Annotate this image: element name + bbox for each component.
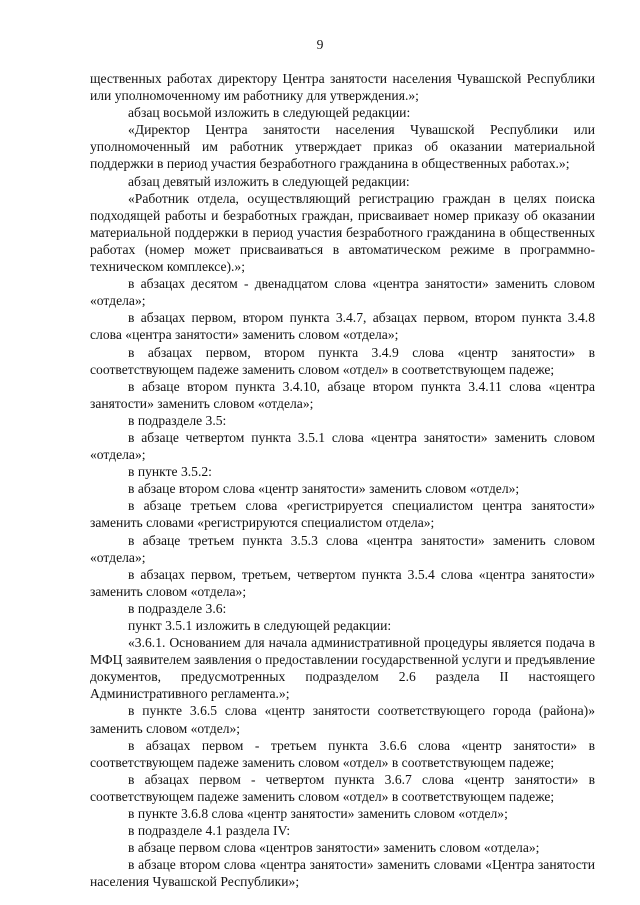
paragraph: в подразделе 3.6: bbox=[128, 600, 227, 616]
paragraph: абзац восьмой изложить в следующей редакции: bbox=[128, 105, 411, 121]
paragraph: в абзаце третьем слова «регистрируется специалистом центра занятости» заменить словами «регистрируются специалистом отдела»; bbox=[90, 498, 595, 531]
paragraph: в абзацах первом, третьем, четвертом пункта 3.5.4 слова «центра занятости» заменить словом «отдела»; bbox=[90, 566, 595, 599]
paragraph: в абзаце первом слова «центров занятости» заменить словом «отдела»; bbox=[128, 840, 540, 856]
paragraph: «Работник отдела, осуществляющий регистрацию граждан в целях поиска подходящей работы и безработных граждан, присваивает номер приказу об оказании материальной поддержки в период участия безработного гражданина в общественных работах (номер может присваиваться в автоматическом режиме в программно-техническом комплексе).»; bbox=[90, 190, 595, 275]
paragraph: в абзацах первом, втором пункта 3.4.9 слова «центр занятости» в соответствующем падеже заменить словом «отдел» в соответствующем падеже; bbox=[90, 344, 595, 377]
paragraph: «Директор Центра занятости населения Чувашской Республики или уполномоченный им работник утверждает приказ об оказании материальной поддержки в период участия безработного гражданина в общественных работах.»; bbox=[90, 122, 595, 172]
paragraph: абзац девятый изложить в следующей редакции: bbox=[128, 173, 410, 189]
paragraph: в абзацах первом - третьем пункта 3.6.6 слова «центр занятости» в соответствующем падеже заменить словом «отдел» в соответствующем падеже; bbox=[90, 737, 595, 770]
page-number: 9 bbox=[316, 37, 324, 52]
paragraph: в абзаце третьем пункта 3.5.3 слова «центра занятости» заменить словом «отдела»; bbox=[90, 532, 595, 565]
paragraph: в абзаце втором пункта 3.4.10, абзаце втором пункта 3.4.11 слова «центра занятости» заменить словом «отдела»; bbox=[90, 378, 595, 411]
paragraph: в подразделе 3.5: bbox=[128, 412, 227, 428]
paragraph: в пункте 3.6.5 слова «центр занятости соответствующего города (района)» заменить словом «отдел»; bbox=[90, 703, 595, 736]
paragraph: в подразделе 4.1 раздела IV: bbox=[128, 823, 291, 839]
paragraph: в абзаце втором слова «центр занятости» заменить словом «отдел»; bbox=[128, 481, 520, 497]
paragraph: в абзацах десятом - двенадцатом слова «центра занятости» заменить словом «отдела»; bbox=[90, 276, 595, 309]
paragraph: щественных работах директору Центра занятости населения Чувашской Республики или уполномоченному им работнику для утверждения.»; bbox=[90, 71, 595, 104]
paragraph: в пункте 3.6.8 слова «центр занятости» заменить словом «отдел»; bbox=[128, 806, 508, 822]
paragraph: в абзацах первом, втором пункта 3.4.7, абзацах первом, втором пункта 3.4.8 слова «центра занятости» заменить словом «отдела»; bbox=[90, 310, 595, 343]
paragraph: в абзаце четвертом пункта 3.5.1 слова «центра занятости» заменить словом «отдела»; bbox=[90, 429, 595, 463]
paragraph: «3.6.1. Основанием для начала административной процедуры является подача в МФЦ заявителем заявления о предоставлении государственной услуги и предъявление документов, предусмотренных подразделом 2.6 раздела II настоящего Административного регламента.»; bbox=[90, 635, 595, 702]
document-body bbox=[90, 70, 595, 891]
paragraph: пункт 3.5.1 изложить в следующей редакции: bbox=[128, 618, 392, 633]
paragraph: в пункте 3.5.2: bbox=[128, 464, 212, 480]
paragraph: в абзацах первом - четвертом пункта 3.6.7 слова «центр занятости» в соответствующем падеже заменить словом «отдел» в соответствующем падеже; bbox=[90, 771, 595, 804]
paragraph: в абзаце втором слова «центра занятости» заменить словами «Центра занятости населения Чувашской Республики»; bbox=[90, 857, 595, 890]
